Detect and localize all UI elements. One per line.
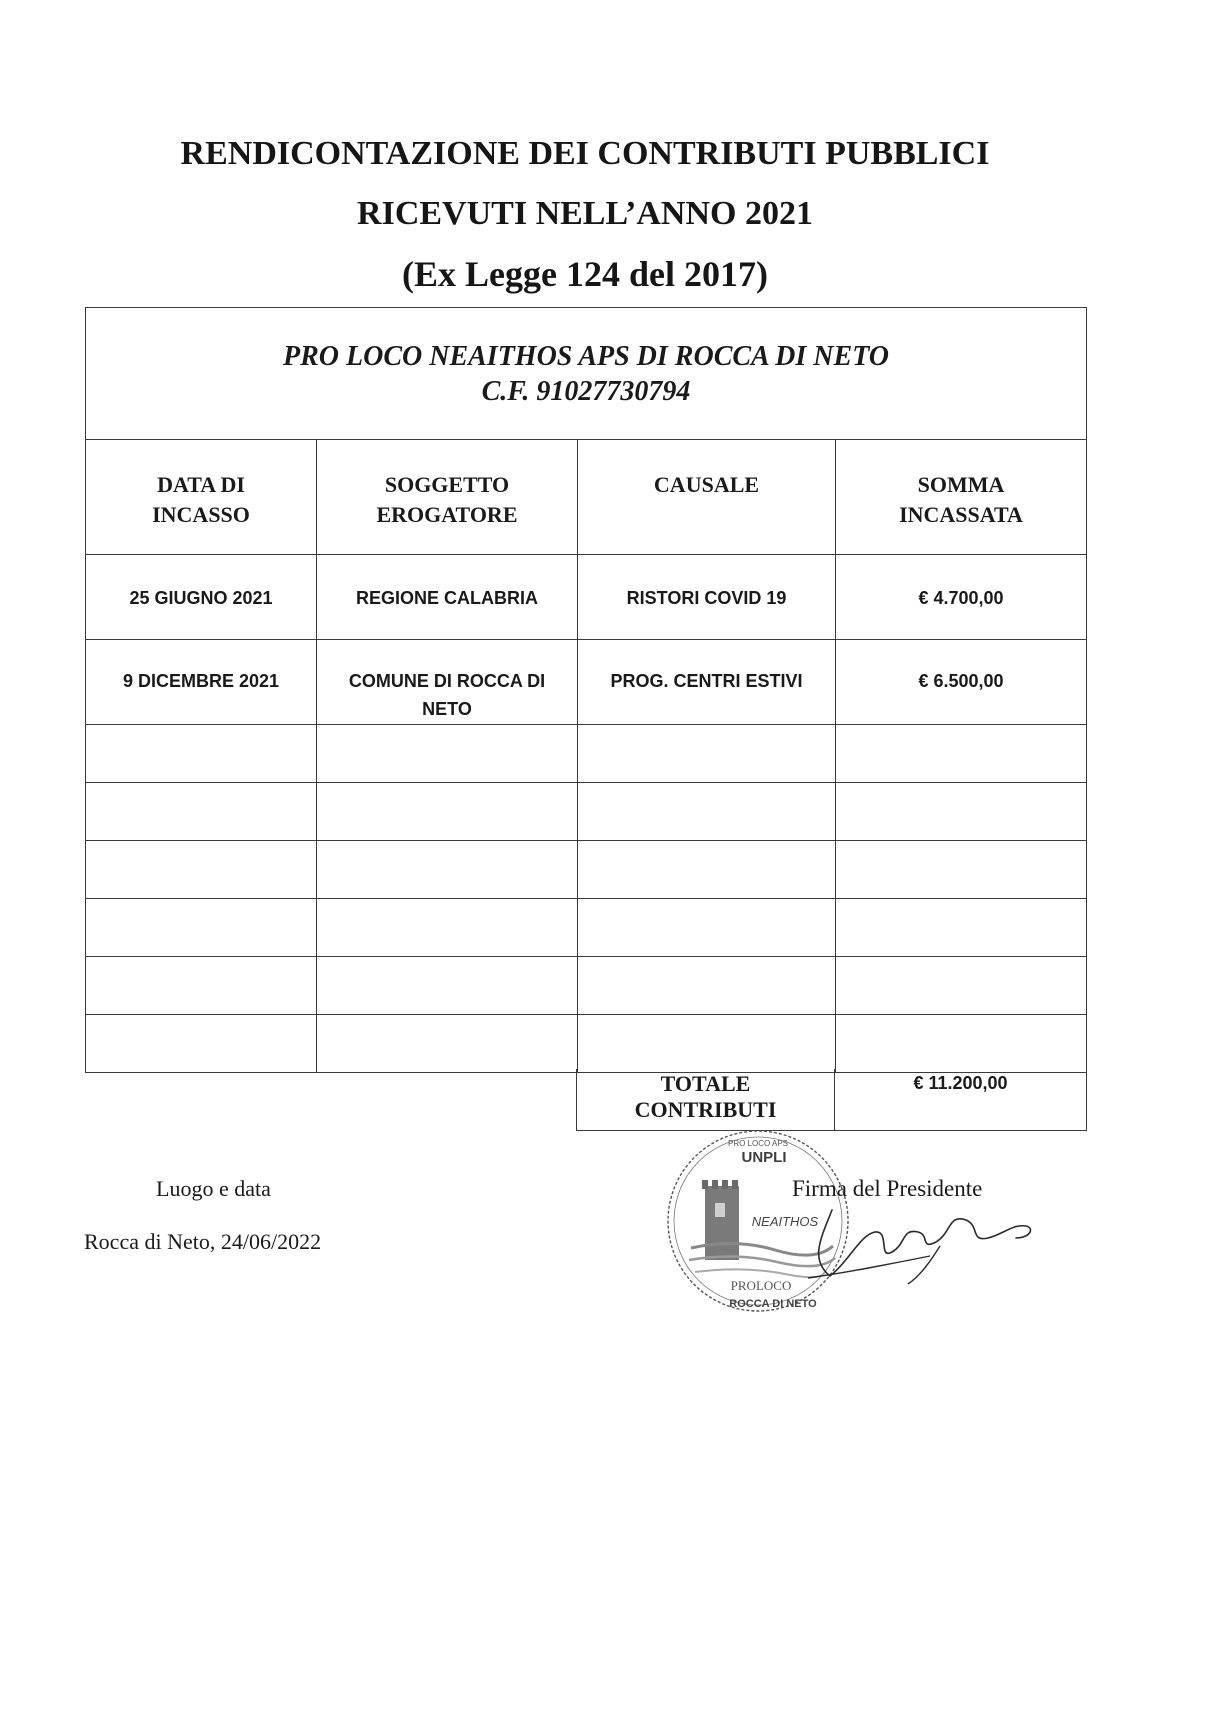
total-label: TOTALE CONTRIBUTI — [577, 1069, 835, 1131]
stamp-middle-text: NEAITHOS — [751, 1214, 819, 1229]
stamp-lower-text: PROLOCO — [730, 1278, 792, 1293]
header-date: DATA DI INCASSO — [86, 440, 317, 555]
tower-emblem — [702, 1180, 739, 1260]
table-row — [86, 555, 1087, 640]
empty-row — [86, 899, 1087, 957]
stamp-bottom-text: ROCCA DI NETO — [729, 1298, 817, 1310]
title-line-1: RENDICONTAZIONE DEI CONTRIBUTI PUBBLICI — [180, 135, 990, 172]
stamp-brand: UNPLI — [741, 1149, 787, 1166]
total-value: € 11.200,00 — [835, 1069, 1087, 1131]
row-grantor: COMUNE DI ROCCA DI NETO — [317, 640, 578, 725]
empty-row — [86, 725, 1087, 783]
row-amount: € 4.700,00 — [836, 555, 1087, 640]
empty-row — [86, 1015, 1087, 1073]
empty-row — [86, 783, 1087, 841]
table-row — [86, 640, 1087, 725]
document-title — [0, 124, 1170, 306]
signature-label: Firma del Presidente — [792, 1176, 983, 1201]
place-date-label: Luogo e data — [156, 1176, 271, 1201]
title-line-3: (Ex Legge 124 del 2017) — [402, 254, 768, 294]
organization-name: PRO LOCO NEAITHOS APS DI ROCCA DI NETO — [283, 340, 890, 372]
empty-row — [86, 957, 1087, 1015]
row-amount: € 6.500,00 — [836, 640, 1087, 725]
row-date: 25 GIUGNO 2021 — [86, 555, 317, 640]
place-date-value: Rocca di Neto, 24/06/2022 — [84, 1229, 322, 1254]
row-date: 9 DICEMBRE 2021 — [86, 640, 317, 725]
total-table — [576, 1069, 1087, 1131]
organization-tax-code: C.F. 91027730794 — [481, 375, 691, 407]
title-line-2: RICEVUTI NELL’ANNO 2021 — [357, 194, 813, 232]
handwritten-signature — [780, 1180, 1040, 1290]
row-grantor: REGIONE CALABRIA — [317, 555, 578, 640]
table-header-row — [86, 440, 1087, 555]
header-amount: SOMMA INCASSATA — [836, 440, 1087, 555]
organization-cell — [86, 308, 1087, 440]
header-reason: CAUSALE — [578, 440, 836, 555]
row-reason: PROG. CENTRI ESTIVI — [578, 640, 836, 725]
contributions-table — [85, 307, 1087, 1073]
empty-row — [86, 841, 1087, 899]
row-reason: RISTORI COVID 19 — [578, 555, 836, 640]
header-grantor: SOGGETTO EROGATORE — [317, 440, 578, 555]
stamp-top-text: PRO LOCO APS — [727, 1139, 789, 1148]
